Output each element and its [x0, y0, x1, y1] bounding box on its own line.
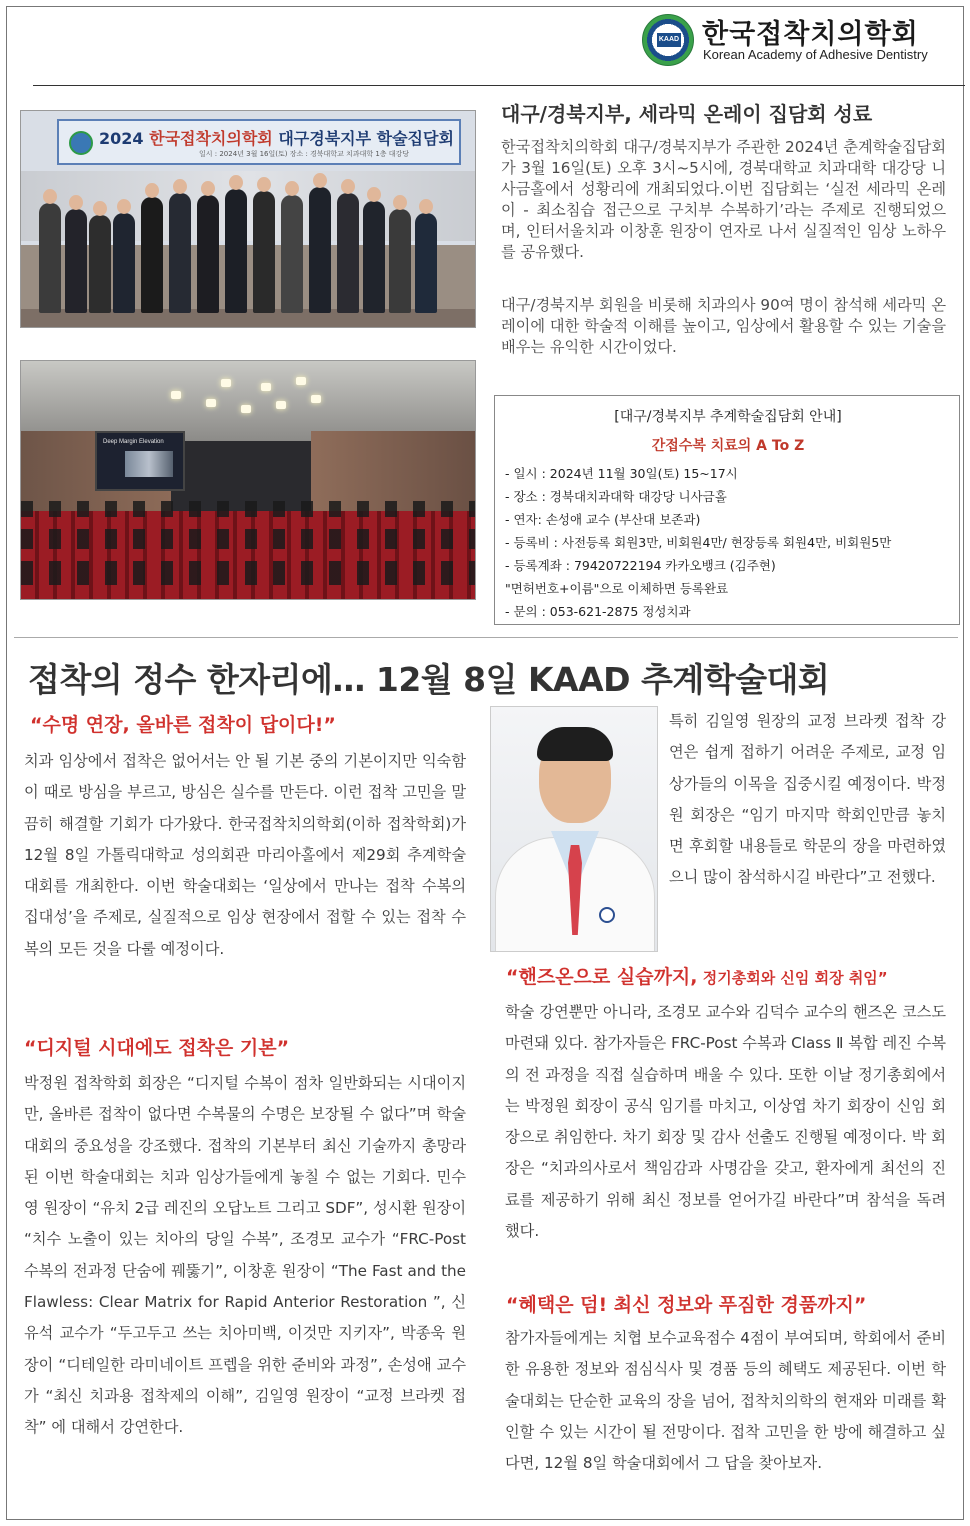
- slide-image: [125, 451, 173, 477]
- ceiling-light: [221, 379, 231, 387]
- audience-row: [21, 501, 476, 517]
- event-banner: [57, 119, 461, 165]
- notice-item: - 일시 : 2024년 11월 30일(토) 15~17시: [505, 466, 738, 481]
- group-photo: [20, 110, 476, 328]
- notice-item: - 장소 : 경북대치과대학 대강당 니사금홀: [505, 489, 727, 504]
- header-logo: [642, 12, 962, 68]
- ceiling-light: [276, 401, 286, 409]
- ceiling-light: [296, 377, 306, 385]
- header-divider: [33, 85, 965, 86]
- academy-seal-logo: [642, 14, 694, 66]
- article2-paragraph: 박정원 접착학회 회장은 “디지털 수복이 점차 일반화되는 시대이지만, 올바른 접착이 없다면 수복물의 수명은 보장될 수 없다”며 학술대회의 중요성을 강조했다. 접착의 기본부터 최신 기술까지 총망라된 이번 학술대회는 치과 임상가들에게 놓칠 수 없는 기회다. 민수영 원장이 “유치 2급 레진의 오답노트 그리고 SDF”, 성시환 원장이 “치수 노출이 있는 치아의 당일 수복”, 조경모 교수가 “FRC-Post 수복의 전과정 단숨에 꿰뚫기”, 이창훈 원장이 “The Fast and the Flawless: Clear Matrix for Rapid Anterior Restoration ”, 신유석 교수가 “두고두고 쓰는 치아미백, 이것만 지키자”, 박종욱 원장이 “디테일한 라미네이트 프렙을 위한 준비와 과정”, 손성애 교수가 “최신 치과용 접착제의 이해”, 김일영 원장이 “교정 브라켓 접착” 에 대해서 강연한다.: [24, 1074, 466, 1437]
- slide-title: Deep Margin Elevation: [103, 439, 164, 445]
- article1-title: 대구/경북지부, 세라믹 온레이 집담회 성료: [501, 102, 873, 126]
- person: [309, 187, 331, 313]
- ceiling-light: [261, 383, 271, 391]
- notice-item: - 등록비 : 사전등록 회원3만, 비회원4만/ 현장등록 회원4만, 비회원5만: [505, 535, 892, 550]
- person: [281, 195, 303, 313]
- notice-item: - 문의 : 053-621-2875 정성치과: [505, 604, 691, 619]
- notice-item: - 등록계좌 : 79420722194 카카오뱅크 (김주현): [505, 558, 776, 573]
- banner-title: 2024 한국접착치의학회 대구경북지부 학술집담회: [99, 129, 454, 148]
- article2-paragraph: 특히 김일영 원장의 교정 브라켓 접착 강연은 쉽게 접하기 어려운 주제로, 교정 임상가들의 이목을 집중시킬 예정이다. 박정원 회장은 “임기 마지막 학회인만큼 놓치면 후회할 내용들로 학문의 장을 마련하였으니 많이 참석하시길 바란다”고 전했다.: [669, 712, 946, 887]
- audience-row: [21, 561, 476, 585]
- notice-heading: [대구/경북지부 추계학술집담회 안내]: [614, 409, 842, 425]
- article2-subhead: “디지털 시대에도 접착은 기본”: [24, 1037, 290, 1059]
- ceiling-light: [171, 391, 181, 399]
- person: [389, 209, 411, 313]
- seal-text: KAAD: [657, 33, 681, 47]
- org-name-korean: 한국접착치의학회: [702, 19, 919, 50]
- ceiling-light: [241, 405, 251, 413]
- org-name-english: Korean Academy of Adhesive Dentistry: [703, 47, 928, 62]
- article2-subhead: “수명 연장, 올바른 접착이 답이다!”: [30, 714, 336, 736]
- person: [253, 191, 275, 313]
- person: [363, 201, 385, 313]
- article2-subhead: “핸즈온으로 실습까지, 정기총회와 신임 회장 취임”: [506, 966, 888, 988]
- ceiling: [21, 361, 476, 441]
- article2-paragraph: 참가자들에게는 치협 보수교육점수 4점이 부여되며, 학회에서 준비한 유용한 정보와 점심식사 및 경품 등의 혜택도 제공된다. 이번 학술대회는 단순한 교육의 장을 넘어, 접착치의학의 현재와 미래를 확인할 수 있는 시간이 될 전망이다. 접착 고민을 한 방에 해결하고 싶다면, 12월 8일 학술대회에서 그 답을 찾아보자.: [505, 1329, 946, 1473]
- person: [89, 215, 111, 313]
- article1-paragraph: 한국접착치의학회 대구/경북지부가 주관한 2024년 춘계학술집담회가 3월 16일(토) 오후 3시~5시에, 경북대학교 치과대학 대강당 니사금홀에서 성황리에 개최되었다.이번 집담회는 ‘실전 세라믹 온레이 - 최소침습 접근으로 구치부 수복하기’라는 주제로 진행되었으며, 인터서울치과 이창훈 원장이 연자로 나서 실질적인 임상 노하우를 공유했다.: [501, 138, 946, 261]
- notice-list: [505, 462, 955, 623]
- notice-subtitle: 간접수복 치료의 A To Z: [651, 438, 805, 454]
- notice-item: "면허번호+이름"으로 이체하면 등록완료: [505, 581, 729, 596]
- event-notice-box: [494, 395, 960, 625]
- audience-row: [21, 529, 476, 549]
- article1-paragraph: 대구/경북지부 회원을 비롯해 치과의사 90여 명이 참석해 세라믹 온레이에 대한 학술적 이해를 높이고, 임상에서 활용할 수 있는 기술을 배우는 유익한 시간이었다.: [501, 296, 946, 356]
- projection-screen: [95, 431, 185, 491]
- coat-badge: [599, 907, 615, 923]
- section-divider: [14, 637, 958, 638]
- auditorium-seats: [21, 511, 476, 600]
- notice-item: - 연자: 손성애 교수 (부산대 보존과): [505, 512, 701, 527]
- auditorium-photo: [20, 360, 476, 600]
- ceiling-light: [206, 399, 216, 407]
- person: [113, 213, 135, 313]
- article2-subhead: “혜택은 덤! 최신 정보와 푸짐한 경품까지”: [506, 1294, 867, 1316]
- president-portrait: [490, 706, 658, 952]
- hair: [537, 727, 613, 761]
- person: [225, 189, 247, 313]
- article2-paragraph: 학술 강연뿐만 아니라, 조경모 교수와 김덕수 교수의 핸즈온 코스도 마련돼 있다. 참가자들은 FRC-Post 수복과 Class Ⅱ 복합 레진 수복의 전 과정을 직접 실습하며 배울 수 있다. 또한 이날 정기총회에서는 박정원 회장이 공식 임기를 마치고, 이상엽 차기 회장이 신임 회장으로 취임한다. 차기 회장 및 감사 선출도 진행될 예정이다. 박 회장은 “치과의사로서 책임감과 사명감을 갖고, 환자에게 최선의 진료를 제공하기 위해 최신 정보를 얻어가길 바란다”며 참석을 독려했다.: [505, 1003, 946, 1241]
- person: [141, 197, 163, 313]
- ceiling-light: [311, 395, 321, 403]
- article2-paragraph: 치과 임상에서 접착은 없어서는 안 될 기본 중의 기본이지만 익숙함이 때로 방심을 부르고, 방심은 실수를 만든다. 이런 접착 고민을 말끔히 해결할 기회가 다가왔다. 한국접착치의학회(이하 접착학회)가 12월 8일 가톨릭대학교 성의회관 마리아홀에서 제29회 추계학술대회를 개최한다. 이번 학술대회는 ‘일상에서 만나는 접착 수복의 집대성’을 주제로, 실질적으로 임상 현장에서 접할 수 있는 접착 수복의 모든 것을 다룰 예정이다.: [24, 752, 466, 958]
- person: [415, 213, 437, 313]
- person: [337, 193, 359, 313]
- banner-subtitle: 일시 : 2024년 3월 16일(토) 장소 : 경북대학교 치과대학 1층 대강당: [199, 150, 410, 158]
- banner-logo-icon: [69, 131, 93, 155]
- person: [169, 193, 191, 313]
- person: [65, 209, 87, 313]
- person: [39, 203, 61, 313]
- person: [197, 195, 219, 313]
- article2-headline: 접착의 정수 한자리에… 12월 8일 KAAD 추계학술대회: [28, 660, 830, 699]
